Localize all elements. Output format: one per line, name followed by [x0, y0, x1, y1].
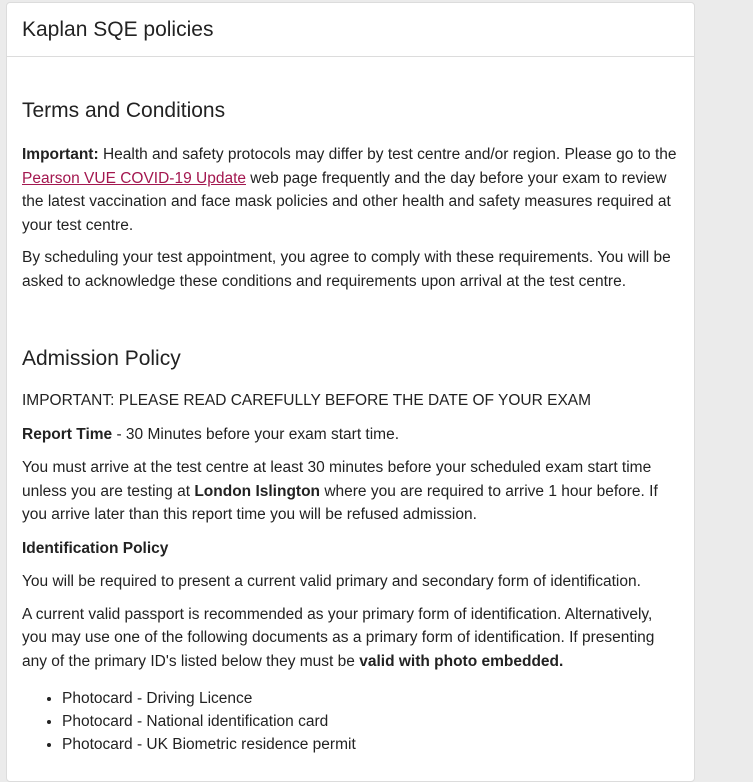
panel-header [7, 3, 694, 57]
scheduling-agreement: By scheduling your test appointment, you agree to comply with these requirements. You will be asked to acknowledge these conditions and requirements upon arrival at the test centre. [22, 249, 671, 290]
panel-title: Kaplan SQE policies [22, 18, 214, 41]
terms-heading: Terms and Conditions [22, 99, 226, 122]
passport-recommendation [22, 603, 679, 674]
report-time-label: Report Time [22, 425, 113, 443]
list-item: • Photocard - Driving Licence [62, 687, 679, 710]
identification-policy-heading [22, 537, 679, 561]
passport-text: A current valid passport is recommended as your primary form of identification. Alternatively, you may use one of the following documents as a primary form of identification. If presenting any of the primary ID's listed below they must be [22, 605, 655, 670]
panel-body [7, 98, 694, 756]
list-item: • Photocard - National identification card [62, 710, 679, 733]
important-notice [22, 143, 679, 237]
arrival-text-after: where you are required to arrive 1 hour before. If you arrive later than this report time you will be refused admission. [22, 482, 658, 523]
policies-panel [6, 2, 695, 782]
read-carefully-notice: IMPORTANT: PLEASE READ CAREFULLY BEFORE THE DATE OF YOUR EXAM [22, 392, 592, 409]
arrival-text-before: You must arrive at the test centre at least 30 minutes before your scheduled exam start time unless you are testing at [22, 459, 652, 500]
admission-heading: Admission Policy [22, 347, 181, 370]
important-label: Important: [22, 146, 99, 163]
important-text-after-link: web page frequently and the day before your exam to review the latest vaccination and face mask policies and other health and safety measures required at your test centre. [22, 169, 671, 234]
pearson-covid-update-link[interactable]: Pearson VUE COVID-19 Update [22, 169, 246, 187]
report-time [22, 423, 679, 447]
identification-policy-label: Identification Policy [22, 539, 169, 557]
identification-required-text: You will be required to present a current valid primary and secondary form of identification. [22, 573, 641, 590]
passport-emphasis: valid with photo embedded. [359, 652, 564, 670]
list-item: • Photocard - UK Biometric residence permit [62, 733, 679, 756]
arrival-location: London Islington [194, 482, 321, 500]
important-text-before-link: Health and safety protocols may differ by test centre and/or region. Please go to the [98, 146, 677, 163]
report-time-text: - 30 Minutes before your exam start time. [112, 425, 400, 443]
arrival-requirement [22, 456, 679, 527]
primary-id-list [22, 687, 679, 756]
